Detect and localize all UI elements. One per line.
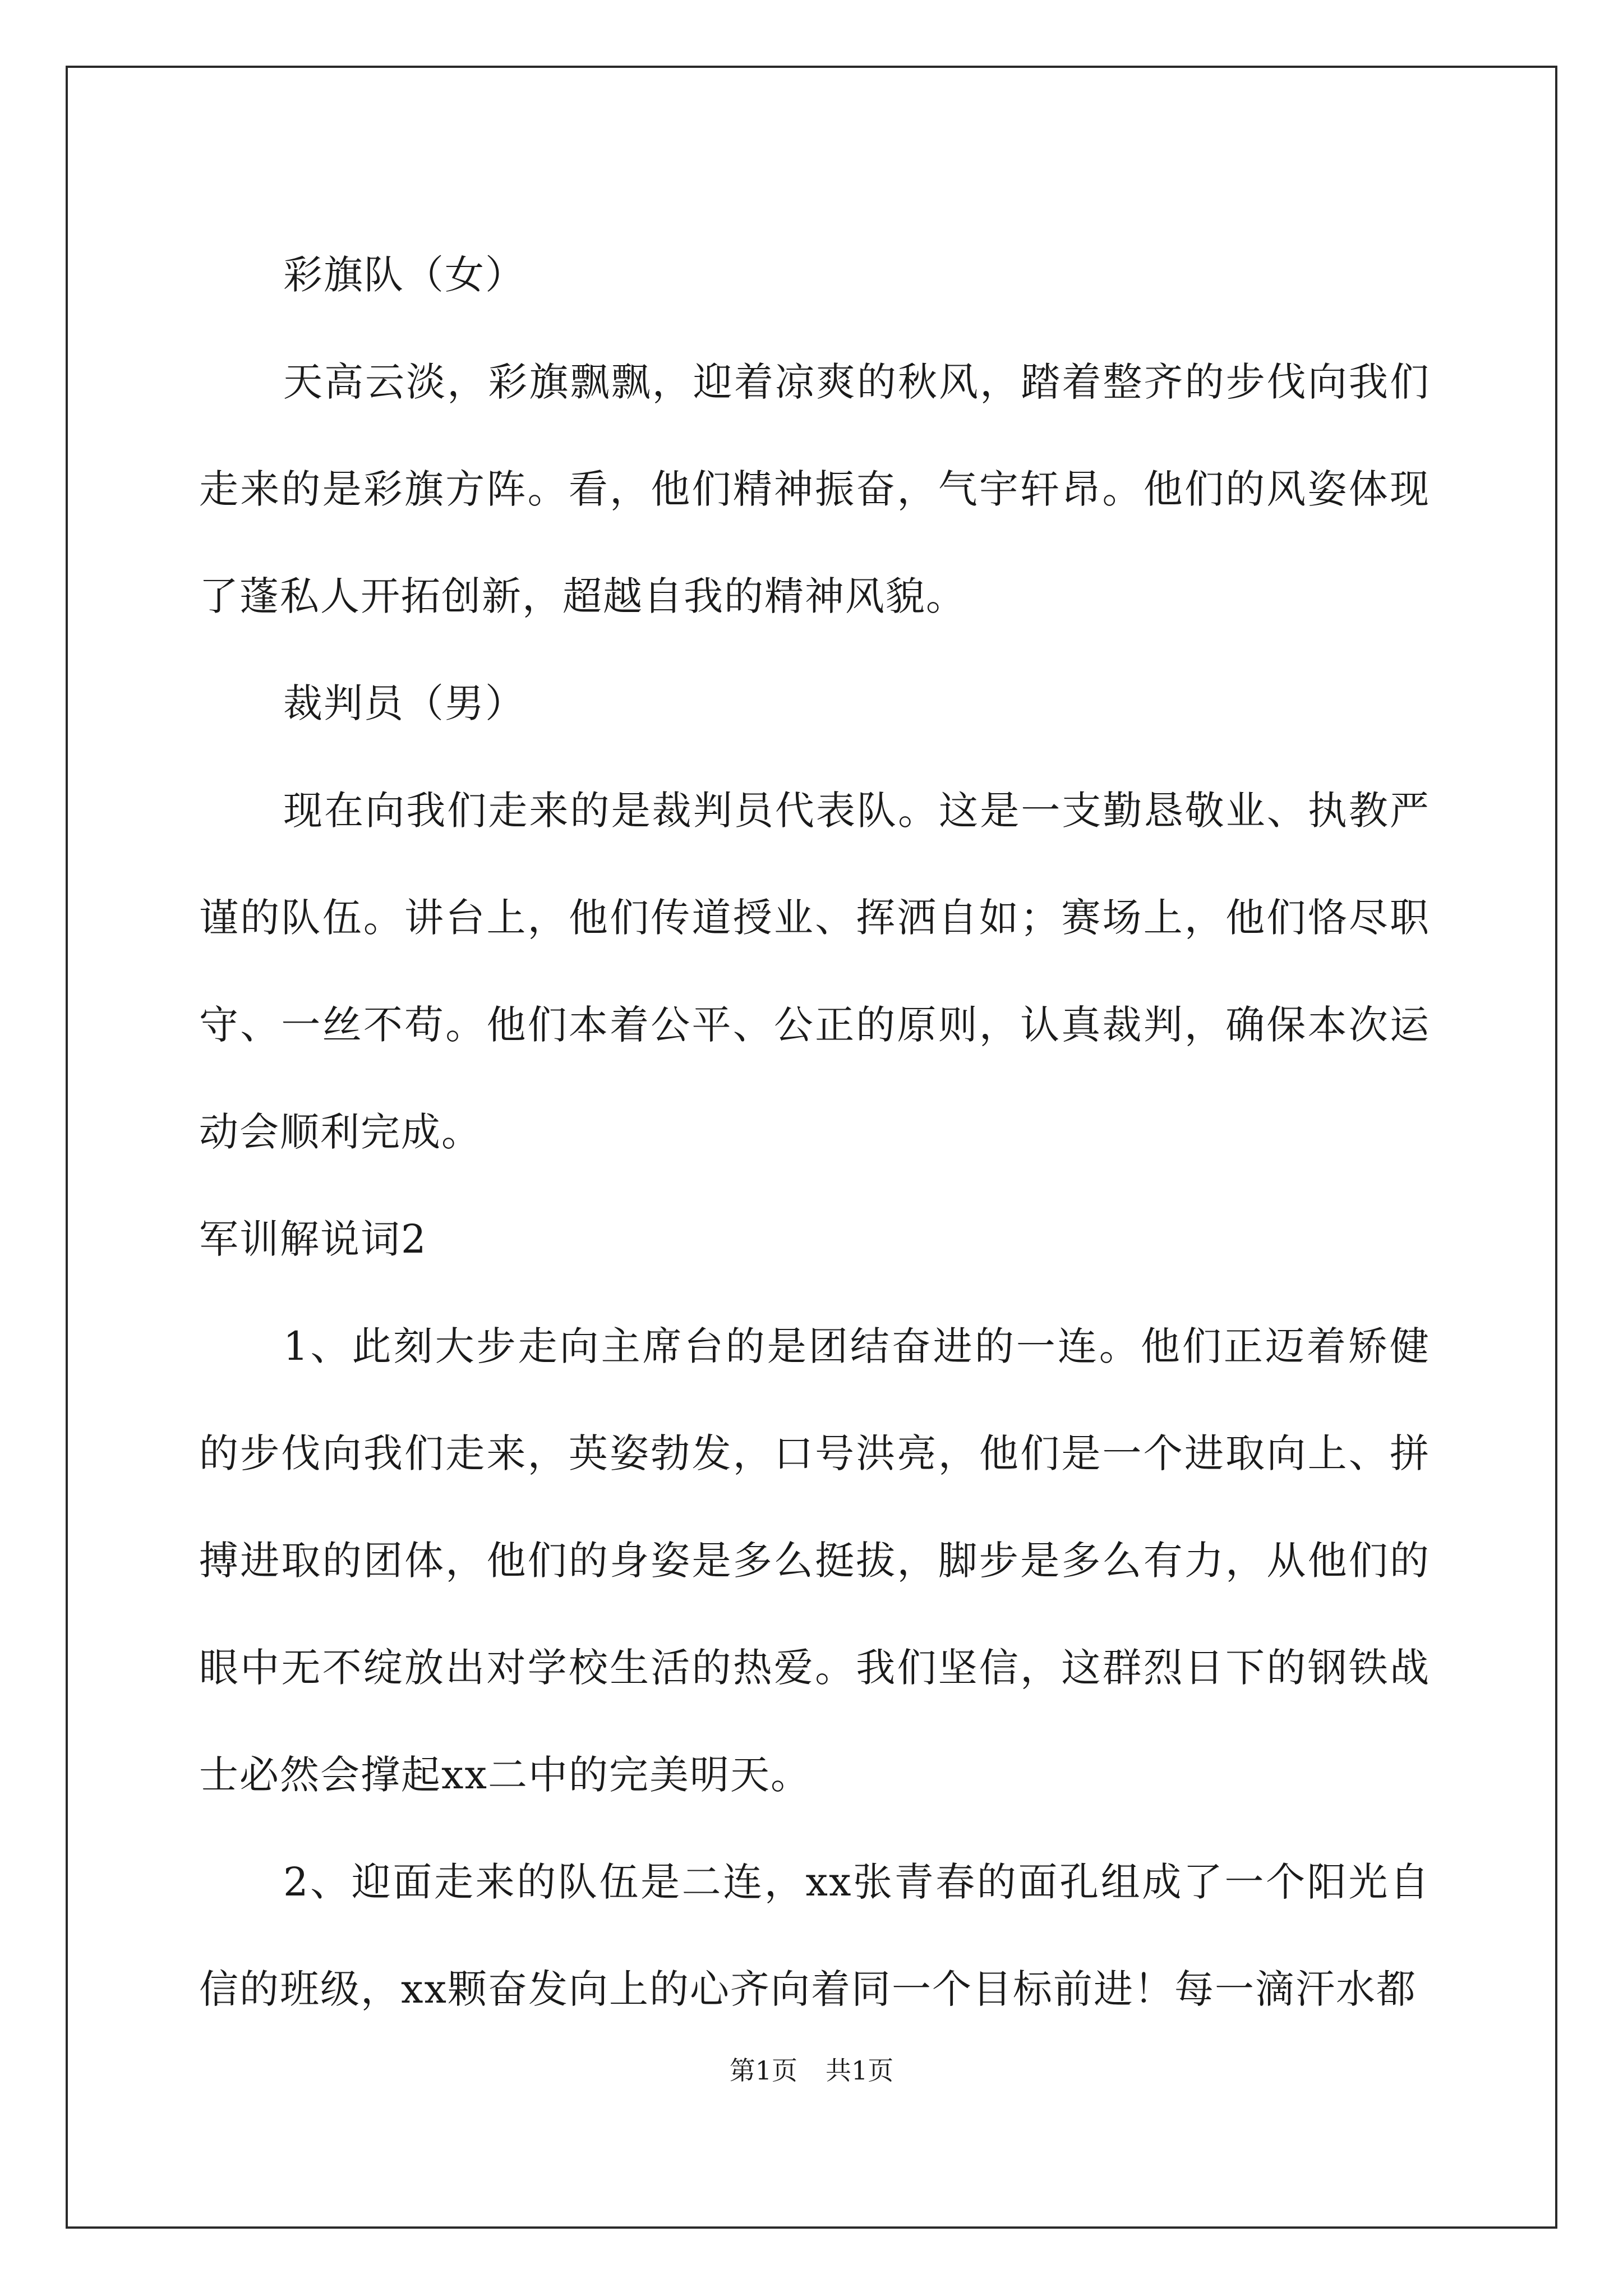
page-number-label: 第1页: [729, 2055, 797, 2086]
paragraph-referee: 现在向我们走来的是裁判员代表队。这是一支勤恳敬业、执教严谨的队伍。讲台上，他们传道授业、挥洒自如；赛场上，他们恪尽职守、一丝不苟。他们本着公平、公正的原则，认真裁判，确保本次运动会顺利完成。: [199, 788, 1430, 1155]
subheading-color-flag-team: 彩旗队（女）: [283, 252, 525, 298]
paragraph-company-two: 2、迎面走来的队伍是二连，xx张青春的面孔组成了一个阳光自信的班级，xx颗奋发向上的心齐向着同一个目标前进！每一滴汗水都: [199, 1859, 1430, 2012]
document-body: [199, 222, 1430, 2043]
page-total-label: 共1页: [826, 2055, 894, 2086]
section-title-military-training: 军训解说词2: [199, 1216, 427, 1262]
subheading-referee: 裁判员（男）: [283, 680, 525, 726]
paragraph-company-one: 1、此刻大步走向主席台的是团结奋进的一连。他们正迈着矫健的步伐向我们走来，英姿勃发，口号洪亮，他们是一个进取向上、拼搏进取的团体，他们的身姿是多么挺拔，脚步是多么有力，从他们的眼中无不绽放出对学校生活的热爱。我们坚信，这群烈日下的钢铁战士必然会撑起xx二中的完美明天。: [199, 1323, 1430, 1798]
page-footer: [0, 2050, 1623, 2087]
paragraph-color-flag-team: 天高云淡，彩旗飘飘，迎着凉爽的秋风，踏着整齐的步伐向我们走来的是彩旗方阵。看，他们精神振奋，气宇轩昂。他们的风姿体现了蓬私人开拓创新，超越自我的精神风貌。: [199, 359, 1430, 619]
